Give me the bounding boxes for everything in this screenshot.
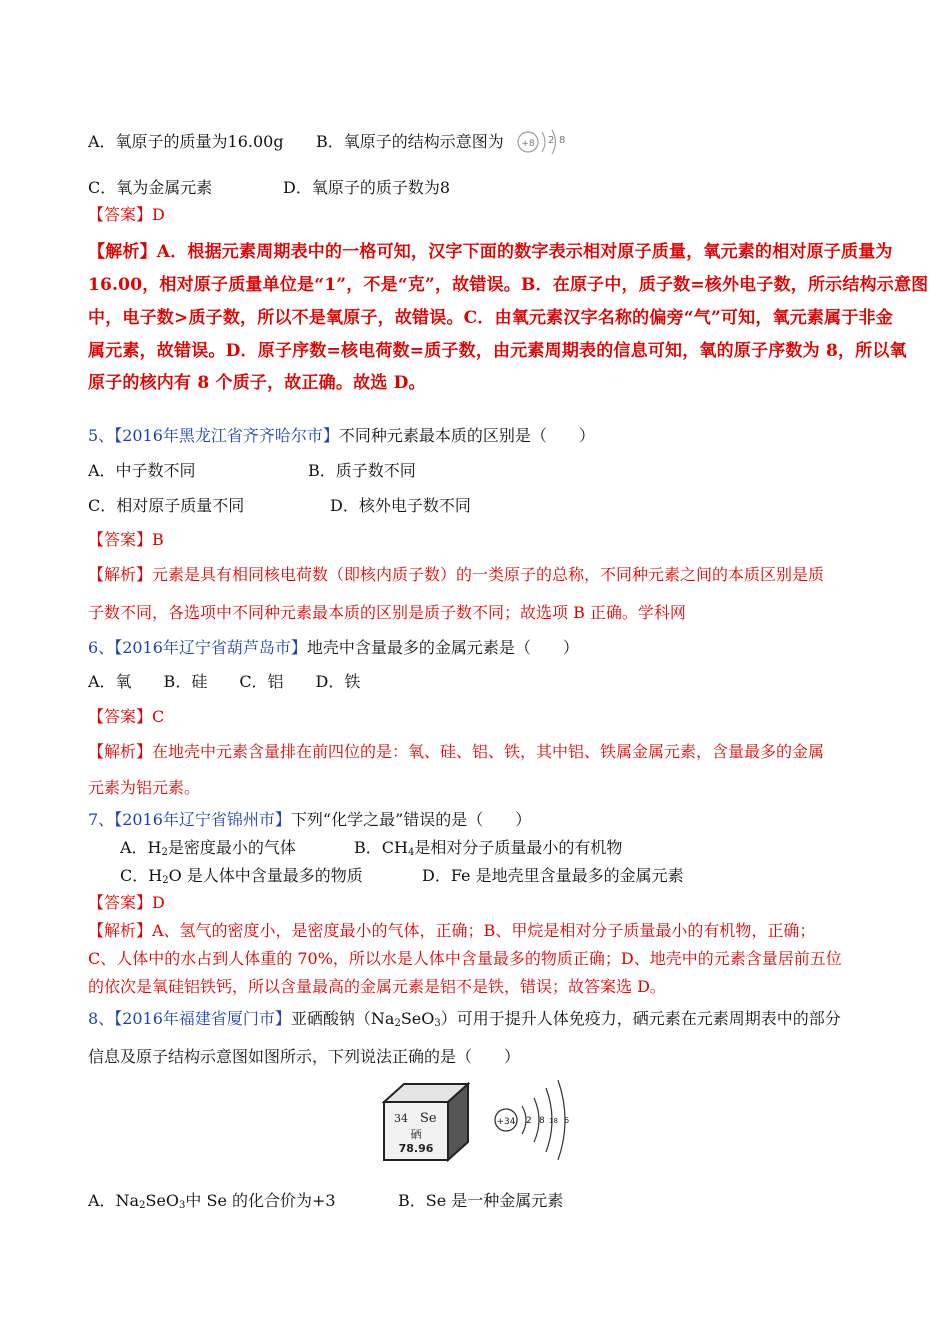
q6-explanation-line-2: 元素为铝元素。 [88,778,201,797]
se-shell-3-count: 18 [549,1117,558,1125]
q7-explanation-line-3: 的依次是氧硅铝铁钙，所以含量最高的金属元素是铝不是铁，错误；故答案选 D。 [88,977,666,996]
q4-explanation-line-1: 【解析】A．根据元素周期表中的一格可知，汉字下面的数字表示相对原子质量，氧元素的相对原子质量为 [88,242,893,262]
se-atomic-number: 34 [394,1112,408,1125]
q7-option-d: D．Fe 是地壳里含量最多的金属元素 [422,866,684,885]
q7-explanation-line-1: 【解析】A、氢气的密度小，是密度最小的气体，正确；B、甲烷是相对分子质量最小的有机物，正确； [88,921,816,940]
q4-option-a: A．氧原子的质量为16.00g [88,132,284,151]
se-symbol: Se [420,1111,437,1126]
q8-source-tag: 【2016年福建省厦门市】 [114,1009,291,1028]
q7-number: 7、 [88,810,115,829]
q4-answer: 【答案】D [88,205,165,224]
q8-number: 8、 [88,1009,115,1028]
selenium-periodic-cell [382,1082,470,1162]
q8-stem-line-1: 8、【2016年福建省厦门市】亚硒酸钠$(Na_2SeO_3)$可用于提升人体免疫力，硒元素在元素周期表中的部分 [88,1009,841,1029]
se-shell-4-count: 6 [564,1116,570,1125]
q6-source-tag: 【2016年辽宁省葫芦岛市】 [114,638,307,657]
q7-answer: 【答案】D [88,893,165,912]
q4-shell-1-count: 2 [548,135,555,146]
q8-option-a: A．$Na_2SeO_3$中 Se 的化合价为+3 [88,1191,336,1211]
se-name: 硒 [410,1128,422,1141]
q5-option-d: D．核外电子数不同 [330,496,471,515]
q4-shell-arc-1 [542,132,545,152]
q4-explanation-line-2: 16.00，相对原子质量单位是“1”，不是“克”，故错误。B．在原子中，质子数=核外电子数，所示结构示意图 [88,275,929,295]
selenium-atom-diagram [490,1076,574,1160]
q4-explanation-line-5: 原子的核内有 8 个质子，故正确。故选 D。 [88,373,426,393]
se-shell-1-count: 2 [526,1116,532,1126]
q7-option-a: A．$H_2$是密度最小的气体 [120,838,296,858]
q4-shell-2-count: 8 [559,135,566,146]
q4-explanation-line-3: 中，电子数>质子数，所以不是氧原子，故错误。C．由氧元素汉字名称的偏旁“气”可知，氧元素属于非金 [88,308,893,328]
q4-explanation-line-4: 属元素，故错误。D．原子序数=核电荷数=质子数，由元素周期表的信息可知，氧的原子序数为 8，所以氧 [88,341,907,361]
q6-explanation-line-1: 【解析】在地壳中元素含量排在前四位的是：氧、硅、铝、铁，其中铝、铁属金属元素，含量最多的金属 [88,742,825,761]
q4-option-c: C．氧为金属元素 [88,178,213,197]
q5-explanation-line-2: 子数不同，各选项中不同种元素最本质的区别是质子数不同；故选项 B 正确。学科网 [88,603,686,622]
q7-option-b: B．$CH_4$是相对分子质量最小的有机物 [354,838,623,858]
q5-answer: 【答案】B [88,530,164,549]
q8-stem-line-2: 信息及原子结构示意图如图所示，下列说法正确的是（ ） [88,1047,521,1066]
q5-number: 5、 [88,426,115,445]
q4-option-d: D．氧原子的质子数为8 [283,178,451,197]
q5-stem [88,425,595,447]
q5-option-c: C．相对原子质量不同 [88,496,245,515]
q5-question: 不同种元素最本质的区别是（ ） [338,426,595,445]
q6-number: 6、 [88,638,115,657]
q7-stem [88,809,531,831]
q6-options: A．氧 B．硅 C．铝 D．铁 [88,672,361,691]
q6-stem [88,637,579,659]
oxygen-atom-diagram [512,124,572,160]
se-atomic-mass: 78.96 [398,1142,434,1155]
q7-question: 下列“化学之最”错误的是（ ） [290,810,532,829]
q7-explanation-line-2: C、人体中的水占到人体重的 70%，所以水是人体中含量最多的物质正确；D、地壳中的元素含量居前五位 [88,949,842,968]
q8-option-b: B．Se 是一种金属元素 [398,1191,564,1210]
q5-explanation-line-1: 【解析】元素是具有相同核电荷数（即核内质子数）的一类原子的总称，不同种元素之间的本质区别是质 [88,565,825,584]
se-shell-2-count: 8 [539,1116,545,1126]
q5-option-a: A．中子数不同 [88,461,196,480]
q4-option-b: B．氧原子的结构示意图为 [316,132,504,151]
se-nucleus-label: +34 [496,1117,516,1127]
q6-question: 地壳中含量最多的金属元素是（ ） [306,638,579,657]
q7-option-c: C．$H_2O$ 是人体中含量最多的物质 [120,866,363,886]
q7-source-tag: 【2016年辽宁省锦州市】 [114,810,291,829]
q5-option-b: B．质子数不同 [308,461,416,480]
q6-answer: 【答案】C [88,707,165,726]
q5-source-tag: 【2016年黑龙江省齐齐哈尔市】 [114,426,339,445]
q4-nucleus-label: +8 [521,139,535,149]
